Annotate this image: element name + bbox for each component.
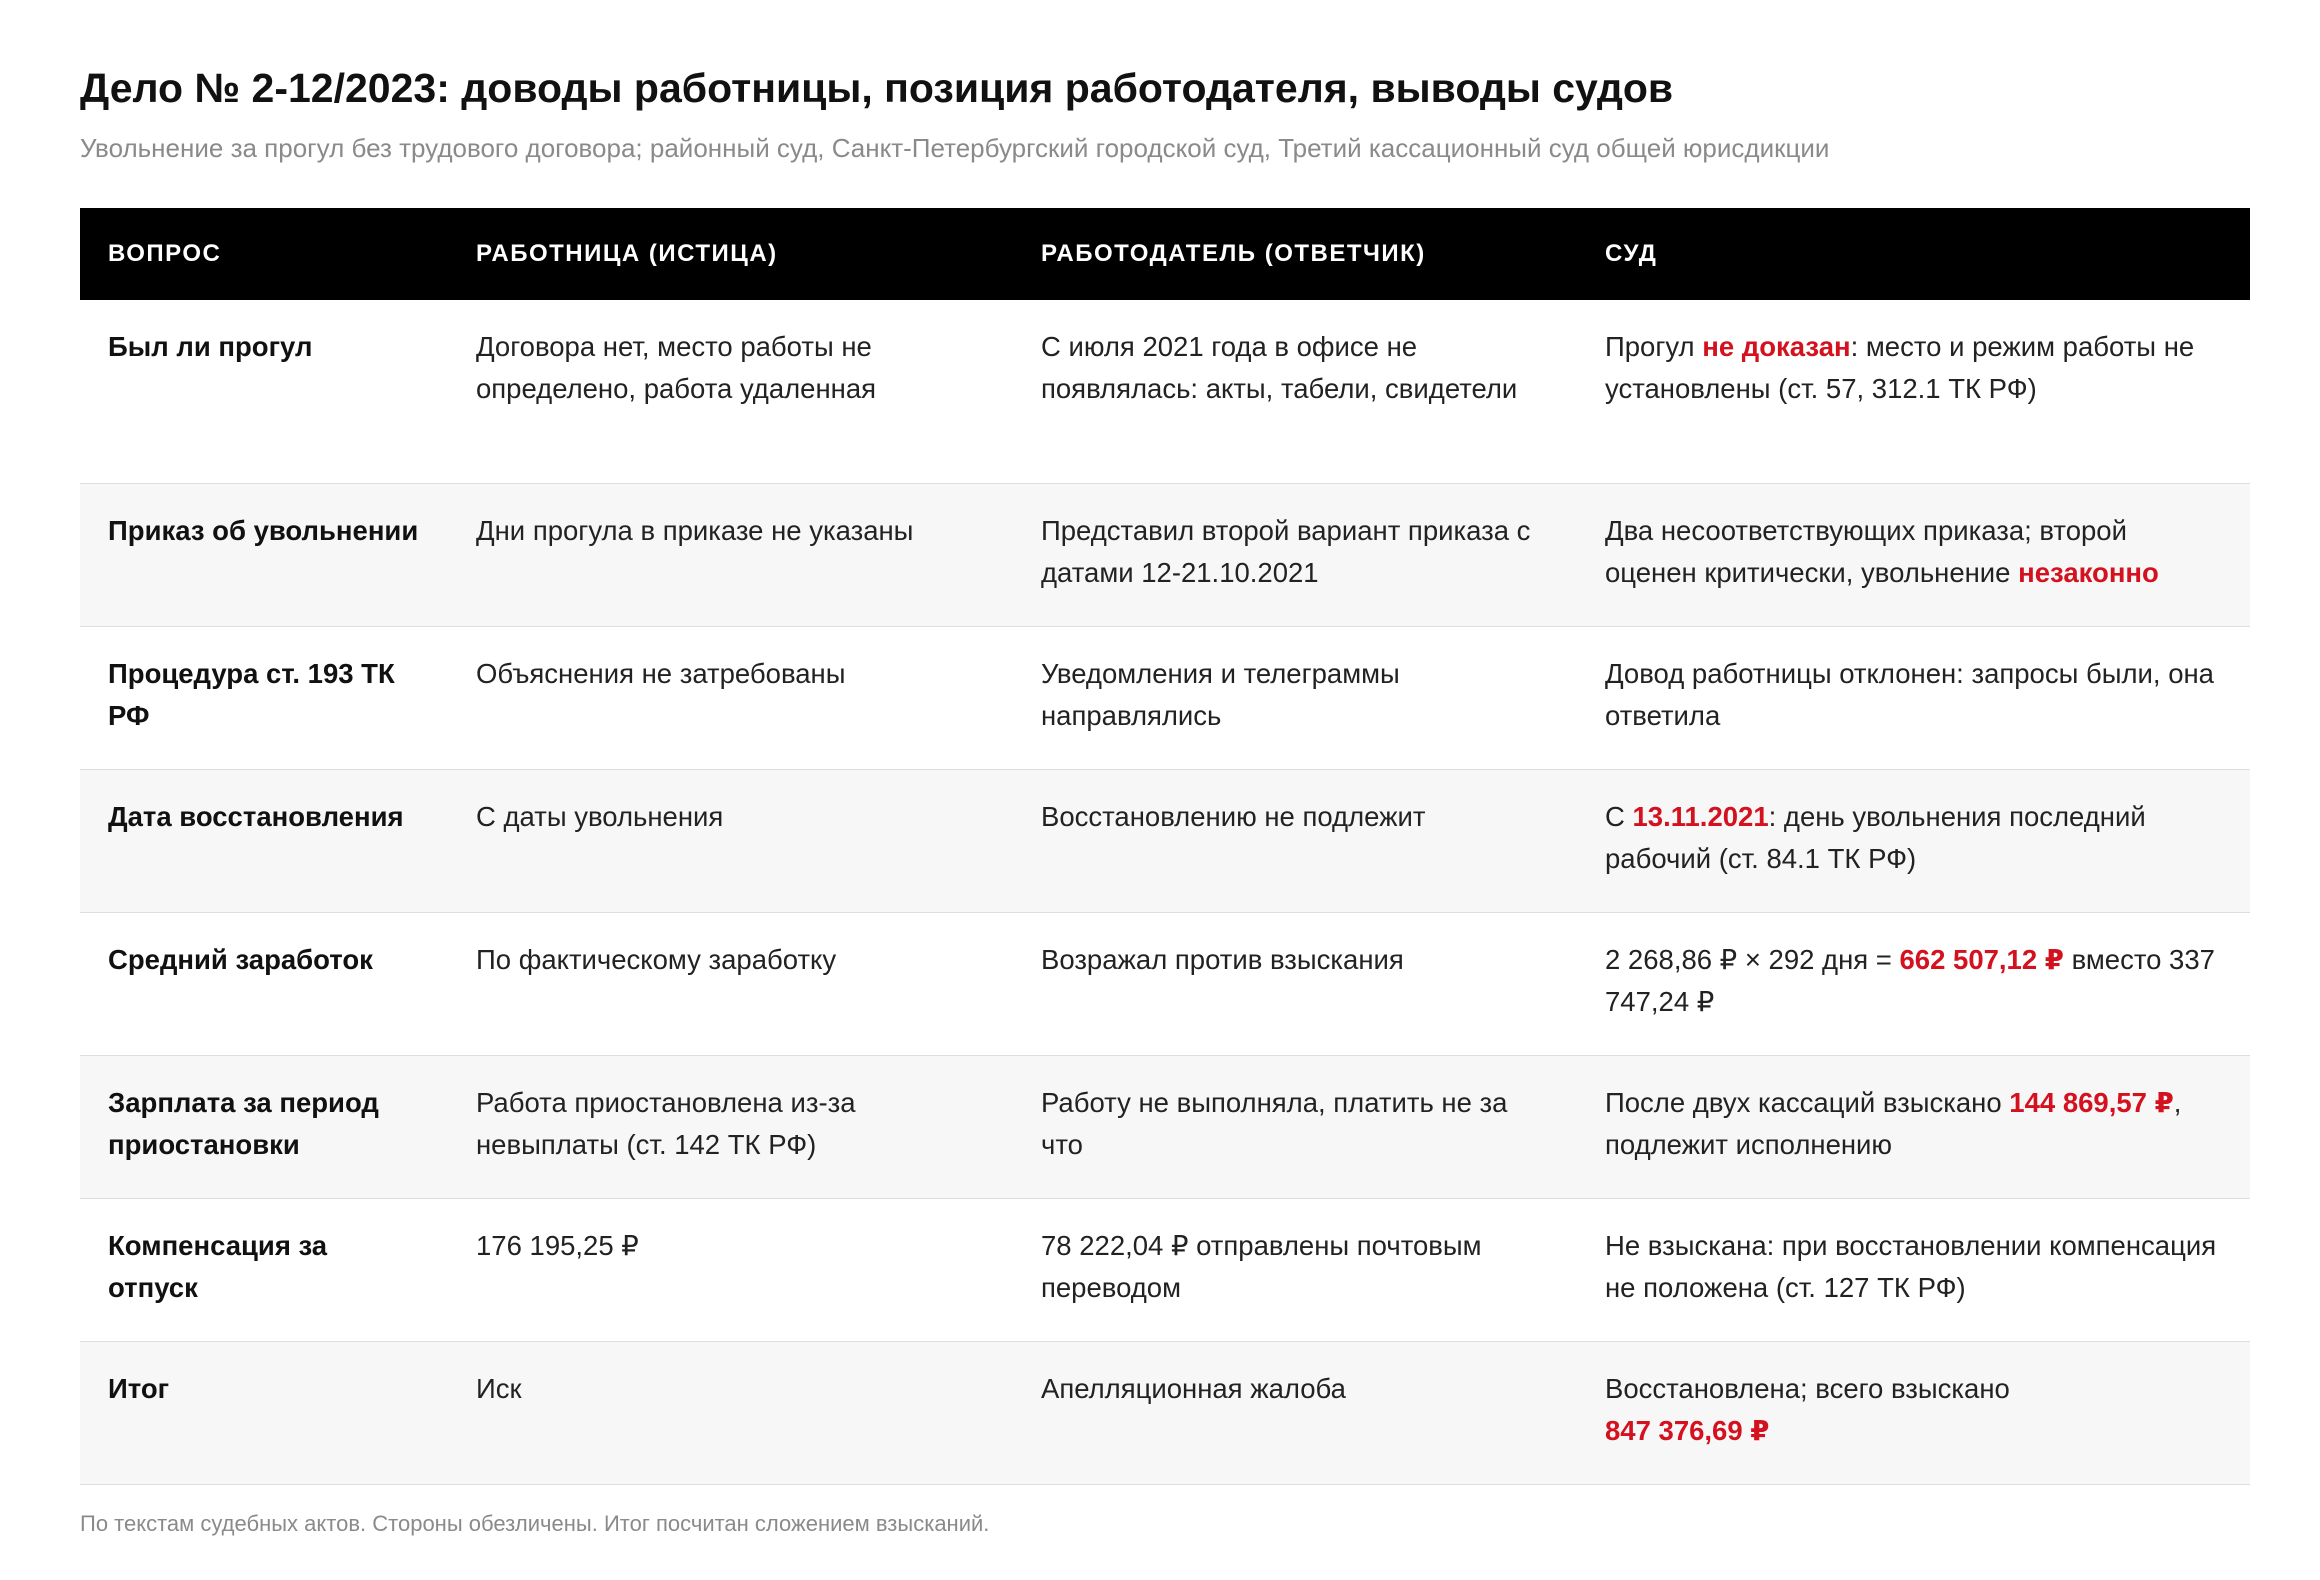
employee-cell: С даты увольнения — [448, 769, 1013, 912]
court-text: С — [1605, 800, 1633, 832]
question-cell: Приказ об увольнении — [80, 483, 448, 626]
employer-cell: Уведомления и телеграммы направлялись — [1013, 626, 1577, 769]
question-cell: Итог — [80, 1341, 448, 1484]
court-highlight: 144 869,57 ₽ — [2009, 1086, 2174, 1118]
question-cell: Зарплата за период приостановки — [80, 1055, 448, 1198]
page-title: Дело № 2-12/2023: доводы работницы, позиция работодателя, выводы судов — [80, 65, 1674, 111]
question-cell: Дата восстановления — [80, 769, 448, 912]
court-cell — [1577, 300, 2250, 483]
court-cell — [1577, 769, 2250, 912]
court-text-tail: : день увольнения последний рабочий (ст. 84.1 ТК РФ) — [1605, 800, 2146, 874]
court-highlight: 662 507,12 ₽ — [1899, 943, 2064, 975]
court-text: Прогул — [1605, 331, 1703, 362]
employer-cell: 78 222,04 ₽ отправлены почтовым переводом — [1013, 1198, 1577, 1341]
court-cell — [1577, 483, 2250, 626]
court-text-tail: : место и режим работы не установлены (ст. 57, 312.1 ТК РФ) — [1605, 331, 2195, 404]
employee-cell: По фактическому заработку — [448, 912, 1013, 1055]
court-text: Довод работницы отклонен: запросы были, она ответила — [1605, 657, 2214, 731]
employer-cell: С июля 2021 года в офисе не появлялась: акты, табели, свидетели — [1013, 300, 1577, 483]
court-text-tail: , подлежит исполнению — [1605, 1086, 2182, 1160]
table-header — [80, 208, 2250, 300]
court-text: Два несоответствующих приказа; второй оценен критически, увольнение — [1605, 514, 2127, 588]
employer-cell: Восстановлению не подлежит — [1013, 769, 1577, 912]
header-row — [80, 208, 2250, 300]
question-cell: Процедура ст. 193 ТК РФ — [80, 626, 448, 769]
header-question: ВОПРОС — [80, 208, 448, 300]
header-court: СУД — [1577, 208, 2250, 300]
table-row — [80, 300, 2250, 483]
table-row — [80, 1198, 2250, 1341]
court-text: После двух кассаций взыскано — [1605, 1086, 2010, 1118]
table-row — [80, 912, 2250, 1055]
court-text-tail: вместо 337 747,24 ₽ — [1605, 943, 2215, 1017]
page-subtitle: Увольнение за прогул без трудового договора; районный суд, Санкт-Петербургский городской суд, Третий кассационный суд общей юрисдикции — [80, 133, 1830, 163]
court-highlight: незаконно — [2018, 556, 2159, 588]
table-row — [80, 1055, 2250, 1198]
employer-cell: Работу не выполняла, платить не за что — [1013, 1055, 1577, 1198]
employer-cell: Апелляционная жалоба — [1013, 1341, 1577, 1484]
employee-cell: Иск — [448, 1341, 1013, 1484]
table-body — [80, 300, 2250, 1484]
court-highlight: 13.11.2021 — [1632, 800, 1769, 832]
court-text: 2 268,86 ₽ × 292 дня = — [1605, 943, 1900, 975]
header-employee: РАБОТНИЦА (ИСТИЦА) — [448, 208, 1013, 300]
employer-cell: Представил второй вариант приказа с датами 12-21.10.2021 — [1013, 483, 1577, 626]
court-cell — [1577, 626, 2250, 769]
court-cell — [1577, 1198, 2250, 1341]
employee-cell: 176 195,25 ₽ — [448, 1198, 1013, 1341]
question-cell: Компенсация за отпуск — [80, 1198, 448, 1341]
court-cell — [1577, 1341, 2250, 1484]
court-cell — [1577, 912, 2250, 1055]
court-text: Восстановлена; всего взыскано — [1605, 1372, 2010, 1404]
table-row — [80, 769, 2250, 912]
header-employer: РАБОТОДАТЕЛЬ (ОТВЕТЧИК) — [1013, 208, 1577, 300]
employee-cell: Дни прогула в приказе не указаны — [448, 483, 1013, 626]
employee-cell: Работа приостановлена из-за невыплаты (ст. 142 ТК РФ) — [448, 1055, 1013, 1198]
question-cell: Средний заработок — [80, 912, 448, 1055]
court-highlight: не доказан — [1702, 331, 1851, 362]
court-cell — [1577, 1055, 2250, 1198]
court-highlight: 847 376,69 ₽ — [1605, 1414, 1770, 1446]
question-cell: Был ли прогул — [80, 300, 448, 483]
employer-cell: Возражал против взыскания — [1013, 912, 1577, 1055]
employee-cell: Объяснения не затребованы — [448, 626, 1013, 769]
table-row — [80, 483, 2250, 626]
employee-cell: Договора нет, место работы не определено, работа удаленная — [448, 300, 1013, 483]
table-row — [80, 626, 2250, 769]
table-row — [80, 1341, 2250, 1484]
footnote: По текстам судебных актов. Стороны обезличены. Итог посчитан сложением взысканий. — [80, 1511, 990, 1536]
comparison-table — [80, 208, 2250, 1485]
court-text: Не взыскана: при восстановлении компенсация не положена (ст. 127 ТК РФ) — [1605, 1229, 2217, 1303]
